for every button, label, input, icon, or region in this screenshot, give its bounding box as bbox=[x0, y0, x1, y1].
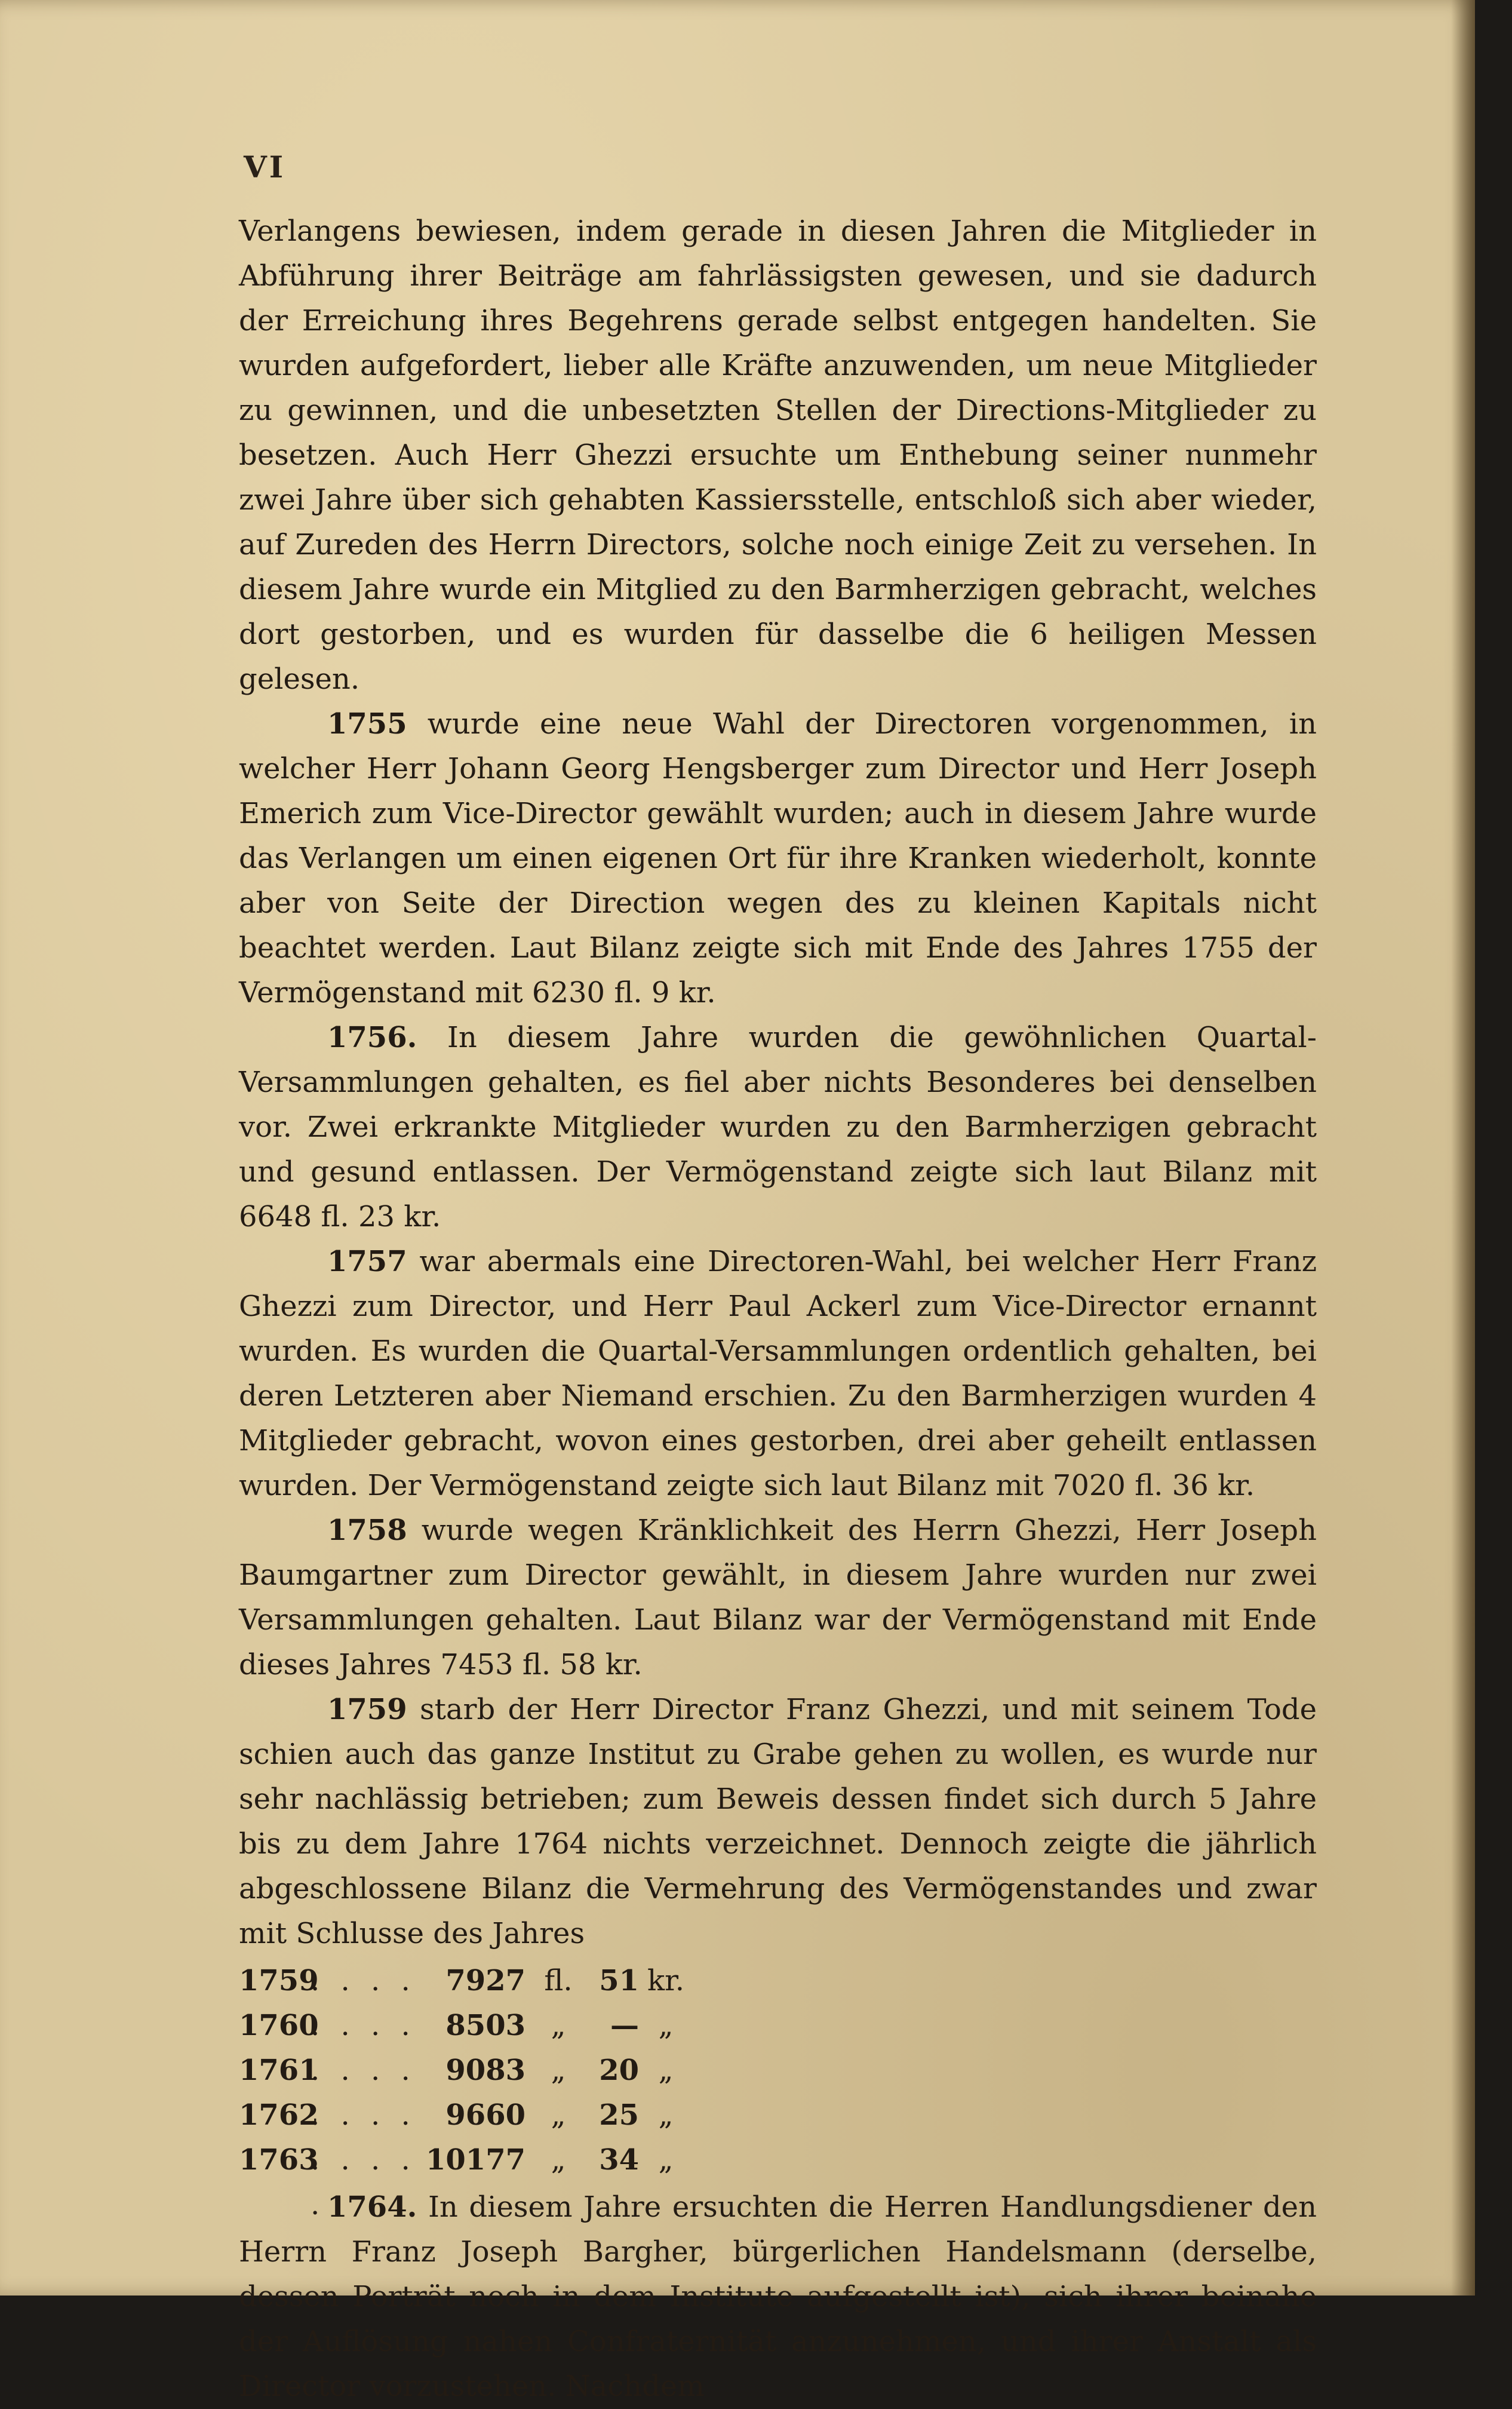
ledger-unit: „ bbox=[658, 2098, 674, 2132]
paragraph-1764-text: In diesem Jahre ersuchten die Herren Handlungsdiener den Herrn Franz Joseph Bargher, bürgerlichen Handelsmann (derselbe, dessen Porträt noch in dem Institute aufgestellt ist), sich ihrer beinahe der Auflösung nahen Confraternität anzunehmen, und ihrer Anstalt als Director vorzustehen. Nachdem bbox=[239, 2190, 1317, 2403]
ledger-dots: . . . . bbox=[311, 2098, 416, 2132]
paragraph-1757-text: war abermals eine Directoren-Wahl, bei welcher Herr Franz Ghezzi zum Director, und Herr Paul Ackerl zum Vice-Director ernannt wurden. Es wurden die Quartal-Versammlungen ordentlich gehalten, bei deren Letzteren aber Niemand erschien. Zu den Barmherzigen wurden 4 Mitglieder gebracht, wovon eines gestorben, drei aber geheilt entlassen wurden. Der Vermögenstand zeigte sich laut Bilanz mit 7020 fl. 36 kr. bbox=[239, 1245, 1317, 1502]
ledger-row bbox=[239, 2003, 1317, 2048]
paragraph-1756-text: In diesem Jahre wurden die gewöhnlichen Quartal-Versammlungen gehalten, es fiel aber nichts Besonderes bei denselben vor. Zwei erkrankte Mitglieder wurden zu den Barmherzigen gebracht und gesund entlassen. Der Vermögenstand zeigte sich laut Bilanz mit 6648 fl. 23 kr. bbox=[239, 1021, 1317, 1233]
paragraph-1756 bbox=[239, 1015, 1317, 1239]
ledger-kr: 34 bbox=[599, 2143, 639, 2177]
year-heading-1758: 1758 bbox=[327, 1514, 407, 1547]
year-heading-1764: 1764. bbox=[327, 2190, 417, 2224]
ledger-year: 1763 bbox=[239, 2143, 319, 2177]
ledger-value: 8503 bbox=[445, 2009, 525, 2042]
paragraph-1757 bbox=[239, 1239, 1317, 1508]
paragraph-1758 bbox=[239, 1508, 1317, 1687]
paragraph-1764 bbox=[239, 2185, 1317, 2409]
ledger-unit: „ bbox=[658, 2143, 674, 2177]
ledger-value: 10177 bbox=[426, 2143, 525, 2177]
year-heading-1757: 1757 bbox=[327, 1245, 407, 1278]
year-heading-1755: 1755 bbox=[327, 707, 407, 741]
ledger-unit: kr. bbox=[647, 1964, 684, 1997]
ledger-row bbox=[239, 2093, 1317, 2138]
ledger-year: 1759 bbox=[239, 1964, 319, 1997]
ledger-year: 1762 bbox=[239, 2098, 319, 2132]
ledger-kr: 51 bbox=[599, 1964, 639, 1997]
paragraph-1755-text: wurde eine neue Wahl der Directoren vorgenommen, in welcher Herr Johann Georg Hengsberger zum Director und Herr Joseph Emerich zum Vice-Director gewählt wurden; auch in diesem Jahre wurde das Verlangen um einen eigenen Ort für ihre Kranken wiederholt, konnte aber von Seite der Direction wegen des zu kleinen Kapitals nicht beachtet werden. Laut Bilanz zeigte sich mit Ende des Jahres 1755 der Vermögenstand mit 6230 fl. 9 kr. bbox=[239, 707, 1317, 1009]
ledger-row bbox=[239, 1959, 1317, 2003]
ledger-unit: „ bbox=[658, 2054, 674, 2087]
ledger-fl: fl. bbox=[544, 1964, 573, 1997]
paragraph-continuation: Verlangens bewiesen, indem gerade in diesen Jahren die Mitglieder in Abführung ihrer Beiträge am fahrlässigsten gewesen, und sie dadurch der Erreichung ihres Begehrens gerade selbst entgegen handelten. Sie wurden aufgefordert, lieber alle Kräfte anzuwenden, um neue Mitglieder zu gewinnen, und die unbesetzten Stellen der Directions-Mitglieder zu besetzen. Auch Herr Ghezzi ersuchte um Enthebung seiner nunmehr zwei Jahre über sich gehabten Kassiersstelle, entschloß sich aber wieder, auf Zureden des Herrn Directors, solche noch einige Zeit zu versehen. In diesem Jahre wurde ein Mitglied zu den Barmherzigen gebracht, welches dort gestorben, und es wurden für dasselbe die 6 heiligen Messen gelesen. bbox=[239, 214, 1317, 696]
year-heading-1759: 1759 bbox=[327, 1693, 407, 1726]
ledger-value: 9660 bbox=[445, 2098, 525, 2132]
ledger-year: 1760 bbox=[239, 2009, 319, 2042]
paragraph-1759 bbox=[239, 1687, 1317, 1956]
page-number: VI bbox=[244, 149, 286, 185]
ledger-fl: „ bbox=[551, 2009, 566, 2042]
body-text bbox=[239, 209, 1317, 2409]
paragraph-1759-text: starb der Herr Director Franz Ghezzi, und mit seinem Tode schien auch das ganze Institut zu Grabe gehen zu wollen, es wurde nur sehr nachlässig betrieben; zum Beweis dessen findet sich durch 5 Jahre bis zu dem Jahre 1764 nichts verzeichnet. Dennoch zeigte die jährlich abgeschlossene Bilanz die Vermehrung des Vermögenstandes und zwar mit Schlusse des Jahres bbox=[239, 1693, 1317, 1950]
year-heading-1756: 1756. bbox=[327, 1021, 417, 1054]
ledger-dots: . . . . . bbox=[311, 2143, 416, 2221]
ledger-dots: . . . . bbox=[311, 2009, 416, 2042]
ledger-value: 9083 bbox=[445, 2054, 525, 2087]
ledger-fl: „ bbox=[551, 2054, 566, 2087]
ledger-kr: 20 bbox=[599, 2054, 639, 2087]
ledger-dots: . . . . bbox=[311, 2054, 416, 2087]
ledger-unit: „ bbox=[658, 2009, 674, 2042]
ledger-fl: „ bbox=[551, 2143, 566, 2177]
ledger-year: 1761 bbox=[239, 2054, 319, 2087]
ledger-dots: . . . . bbox=[311, 1964, 416, 1997]
ledger-row bbox=[239, 2048, 1317, 2093]
ledger-value: 7927 bbox=[445, 1964, 525, 1997]
ledger-kr: 25 bbox=[599, 2098, 639, 2132]
paragraph-1758-text: wurde wegen Kränklichkeit des Herrn Ghezzi, Herr Joseph Baumgartner zum Director gewählt, in diesem Jahre wurden nur zwei Versammlungen gehalten. Laut Bilanz war der Vermögenstand mit Ende dieses Jahres 7453 fl. 58 kr. bbox=[239, 1514, 1317, 1681]
paragraph-1755 bbox=[239, 702, 1317, 1015]
ledger-kr: — bbox=[610, 2009, 639, 2042]
page-spine-shadow bbox=[1451, 0, 1475, 2296]
ledger-fl: „ bbox=[551, 2098, 566, 2132]
